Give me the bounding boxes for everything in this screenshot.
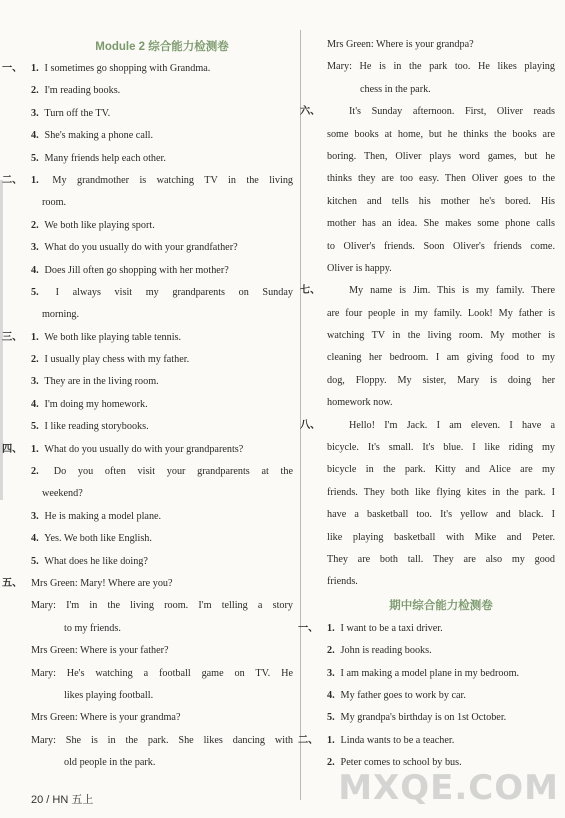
section-label: 七、: [300, 285, 321, 297]
item-number: 3.: [31, 242, 39, 254]
passage-line: [327, 370, 555, 392]
passage-line: [300, 415, 555, 437]
answer-text: I usually play chess with my father.: [44, 354, 190, 366]
passage-line: [327, 437, 555, 459]
answer-text: We both like playing sport.: [44, 219, 155, 231]
answer-line: [31, 260, 293, 282]
answer-text: room.: [42, 197, 67, 209]
item-number: 3.: [327, 667, 335, 679]
passage-text: mother has an idea. She makes some phone calls: [327, 218, 555, 230]
item-number: 2.: [31, 85, 39, 97]
dialogue-line: [31, 685, 293, 707]
item-number: 5.: [31, 286, 39, 298]
answer-line: [2, 439, 293, 461]
item-number: 1.: [327, 622, 335, 634]
answer-line: [31, 394, 293, 416]
dialogue-text: Mrs Green: Where is your father?: [31, 645, 169, 657]
passage-text: to Oliver's friends. Soon Oliver's friends come.: [327, 240, 555, 252]
passage-line: [327, 571, 555, 593]
section-label: 六、: [300, 106, 321, 118]
answer-text: I am making a model plane in my bedroom.: [340, 667, 520, 679]
dialogue-line: [327, 34, 555, 56]
answer-text: I'm reading books.: [44, 85, 121, 97]
answer-text: John is reading books.: [340, 645, 432, 657]
passage-text: like playing basketball with Mike and Peter.: [327, 531, 555, 543]
answer-text: What does he like doing?: [44, 555, 148, 567]
answer-line: [31, 282, 293, 304]
passage-line: [327, 482, 555, 504]
answer-text: weekend?: [42, 488, 83, 500]
answer-line: [31, 416, 293, 438]
answer-line: [31, 506, 293, 528]
answer-text: Does Jill often go shopping with her mother?: [44, 264, 229, 276]
section-label: 五、: [2, 577, 23, 589]
passage-text: homework now.: [327, 397, 393, 409]
answer-text: My grandpa's birthday is on 1st October.: [340, 712, 507, 724]
answer-text: I always visit my grandparents on Sunday: [55, 286, 293, 298]
answer-line: [31, 483, 293, 505]
answer-text: Turn off the TV.: [44, 107, 111, 119]
answer-line: [327, 663, 555, 685]
item-number: 5.: [31, 555, 39, 567]
passage-text: kitchen and tells his mother he's bored. His: [327, 195, 555, 207]
answer-line: [2, 170, 294, 192]
answer-line: [31, 371, 293, 393]
dialogue-line: [327, 56, 555, 78]
dialogue-line: [31, 707, 293, 729]
dialogue-text: chess in the park.: [360, 83, 431, 95]
answer-line: [31, 148, 293, 170]
answer-line: [31, 528, 293, 550]
passage-line: [327, 549, 555, 571]
dialogue-line: [31, 640, 293, 662]
answer-line: [327, 640, 555, 662]
dialogue-text: Mary: I'm in the living room. I'm telling a story: [31, 600, 293, 612]
answer-text: My father goes to work by car.: [340, 689, 466, 701]
item-number: 3.: [31, 510, 39, 522]
answer-text: morning.: [42, 309, 80, 321]
passage-line: [327, 191, 555, 213]
item-number: 1.: [327, 734, 335, 746]
section-label: 一、: [298, 622, 319, 634]
item-number: 1.: [31, 331, 39, 343]
answer-line: [31, 349, 293, 371]
answer-text: I like reading storybooks.: [44, 421, 149, 433]
passage-text: cleaning her bedroom. I am giving food to my: [327, 352, 555, 364]
passage-text: watching TV in the living room. My mother is: [327, 330, 555, 342]
section-label: 二、: [2, 174, 23, 186]
item-number: 5.: [31, 152, 39, 164]
passage-text: Hello! I'm Jack. I am eleven. I have a: [349, 419, 555, 431]
module-2-title: Module 2 综合能力检测卷: [95, 41, 229, 53]
item-number: 1.: [31, 63, 39, 74]
passage-text: boring. Then, Oliver plays word games, but he: [327, 150, 555, 162]
answer-text: She's making a phone call.: [44, 130, 154, 142]
passage-text: friends. They both like flying kites in the park. I: [327, 486, 555, 498]
passage-text: some books at home, but he thinks the books are: [327, 128, 555, 140]
item-number: 5.: [31, 421, 39, 433]
item-number: 2.: [31, 219, 39, 231]
item-number: 1.: [31, 174, 39, 186]
passage-text: My name is Jim. This is my family. There: [349, 285, 555, 297]
item-number: 2.: [31, 354, 39, 366]
answer-text: Peter comes to school by bus.: [340, 757, 462, 769]
passage-line: [327, 527, 555, 549]
answer-line: [31, 192, 293, 214]
dialogue-text: Mrs Green: Where is your grandma?: [31, 712, 181, 724]
dialogue-text: Mary: He's watching a football game on TV. He: [31, 667, 293, 679]
answer-text: Do you often visit your grandparents at the: [53, 466, 293, 478]
passage-line: [327, 504, 555, 526]
item-number: 4.: [31, 533, 39, 545]
item-number: 2.: [327, 645, 335, 657]
answer-line: [298, 618, 555, 640]
answer-line: [31, 237, 293, 259]
item-number: 5.: [327, 712, 335, 724]
item-number: 4.: [327, 689, 335, 701]
passage-line: [327, 392, 555, 414]
answer-line: [31, 461, 293, 483]
item-number: 4.: [31, 398, 39, 410]
passage-line: [327, 459, 555, 481]
passage-line: [327, 124, 555, 146]
passage-line: [327, 168, 555, 190]
answer-line: [31, 125, 293, 147]
passage-text: bicycle. It's small. It's blue. I like riding my: [327, 442, 555, 454]
item-number: 2.: [327, 757, 335, 769]
passage-line: [327, 347, 555, 369]
dialogue-line: [31, 752, 293, 774]
answer-text: They are in the living room.: [44, 376, 159, 388]
answer-text: I want to be a taxi driver.: [340, 622, 443, 634]
dialogue-text: Mary: She is in the park. She likes dancing with: [31, 734, 293, 746]
passage-line: [327, 325, 555, 347]
dialogue-line: [31, 595, 293, 617]
passage-line: [300, 280, 555, 302]
dialogue-text: to my friends.: [64, 622, 121, 634]
passage-text: friends.: [327, 576, 358, 588]
item-number: 3.: [31, 376, 39, 388]
passage-line: [327, 146, 555, 168]
answer-line: [31, 103, 293, 125]
passage-text: have a basketball too. It's yellow and black. I: [327, 509, 555, 521]
answer-line: [327, 685, 555, 707]
midterm-title: 期中综合能力检测卷: [389, 599, 493, 612]
section-label: 一、: [2, 63, 23, 74]
dialogue-text: Mrs Green: Where is your grandpa?: [327, 39, 474, 50]
passage-line: [300, 101, 555, 123]
dialogue-line: [31, 618, 293, 640]
item-number: 1.: [31, 443, 39, 455]
dialogue-line: [327, 79, 555, 101]
dialogue-text: likes playing football.: [64, 689, 154, 701]
item-number: 4.: [31, 264, 39, 276]
passage-line: [327, 236, 555, 258]
answer-line: [31, 551, 293, 573]
answer-text: We both like playing table tennis.: [44, 331, 182, 343]
answer-line: [31, 215, 293, 237]
passage-text: bicycle in the park. Kitty and Alice are my: [327, 464, 555, 476]
dialogue-text: Mary: He is in the park too. He likes playing: [327, 61, 555, 73]
answer-text: Yes. We both like English.: [44, 533, 152, 545]
section-label: 四、: [2, 443, 23, 455]
watermark: MXQE.COM: [338, 768, 559, 808]
answer-text: My grandmother is watching TV in the living: [52, 174, 294, 186]
passage-text: thinks they are too easy. Then Oliver goes to the: [327, 173, 555, 185]
passage-line: [327, 303, 555, 325]
item-number: 2.: [31, 466, 39, 478]
answer-line: [298, 730, 555, 752]
answer-text: Linda wants to be a teacher.: [340, 734, 455, 746]
dialogue-text: old people in the park.: [64, 757, 156, 769]
passage-text: Oliver is happy.: [327, 262, 392, 274]
item-number: 4.: [31, 130, 39, 142]
answer-line: [327, 707, 555, 729]
passage-line: [327, 258, 555, 280]
section-label: 三、: [2, 331, 23, 343]
answer-text: I'm doing my homework.: [44, 398, 148, 410]
passage-text: are four people in my family. Look! My father is: [327, 307, 555, 319]
answer-text: What do you usually do with your grandfather?: [44, 242, 238, 254]
item-number: 3.: [31, 107, 39, 119]
right-column: [298, 34, 555, 775]
page-footer: 20 / HN 五上: [31, 794, 94, 806]
dialogue-line: [31, 663, 293, 685]
passage-line: [327, 213, 555, 235]
dialogue-text: Mrs Green: Mary! Where are you?: [31, 577, 173, 589]
passage-text: They are both tall. They are also my good: [327, 553, 555, 565]
answer-text: He is making a model plane.: [44, 510, 162, 522]
passage-text: It's Sunday afternoon. First, Oliver reads: [349, 106, 555, 118]
section-label: 八、: [300, 419, 321, 431]
answer-line: [31, 80, 293, 102]
answer-text: I sometimes go shopping with Grandma.: [44, 63, 211, 74]
answer-line: [2, 327, 293, 349]
answer-line: [31, 304, 293, 326]
left-column: [2, 36, 294, 775]
passage-text: dog, Floppy. My sister, Mary is doing her: [327, 374, 555, 386]
answer-text: What do you usually do with your grandparents?: [44, 443, 244, 455]
answer-text: Many friends help each other.: [44, 152, 166, 164]
answer-line: [2, 58, 293, 80]
dialogue-line: [2, 573, 293, 595]
dialogue-line: [31, 730, 293, 752]
section-label: 二、: [298, 734, 319, 746]
